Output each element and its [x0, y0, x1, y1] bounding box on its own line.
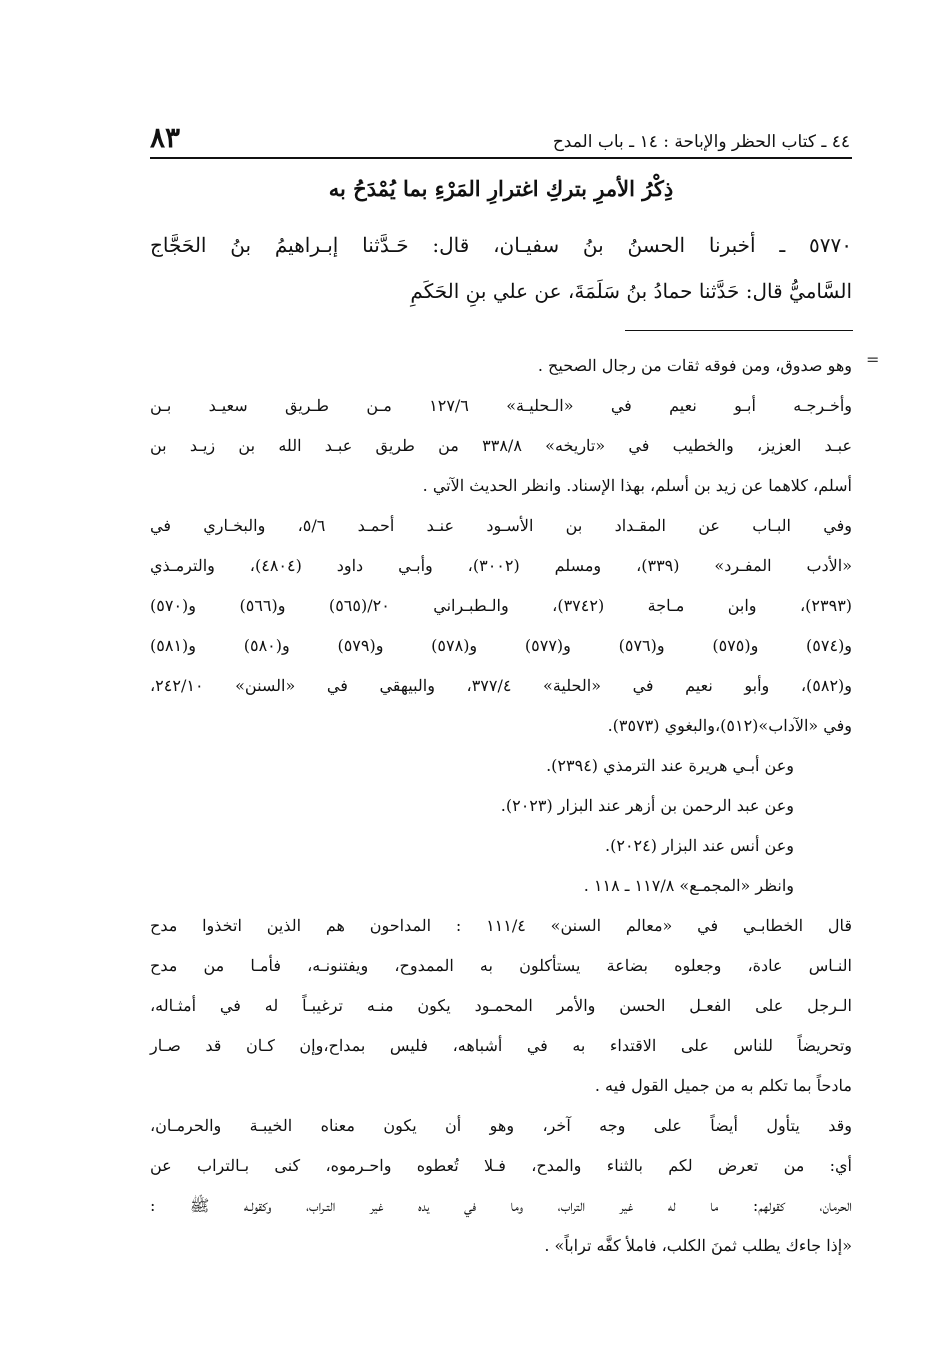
footnotes [150, 346, 852, 1266]
footnote-line: النـاس عادة، وجعلوه بضاعة يستأكلون به الممدوح، ويفتنونـه، فأمـا من مدح [150, 956, 852, 975]
page-header [150, 108, 850, 152]
footnote-line: وعن عبد الرحمن بن أزهر عند البزار (٢٠٢٣). [500, 796, 794, 815]
page-number: ٨٣ [150, 121, 181, 154]
hadith-text [150, 222, 852, 314]
footnote-line: و(٥٧٤) و(٥٧٥) و(٥٧٦) و(٥٧٧) و(٥٧٨) و(٥٧٩) و(٥٨٠) و(٥٨١) [150, 636, 853, 655]
footnote-line: وفي «الآداب»(٥١٢)،والبغوي (٣٥٧٣). [607, 716, 852, 735]
footnote-line: وعن أبـي هريرة عند الترمذي (٢٣٩٤). [546, 756, 794, 775]
footnote-separator [625, 330, 853, 331]
footnote-line: (٢٣٩٣)، وابن مـاجة (٣٧٤٢)، والـطبـراني ٢٠/(٥٦٥) و(٥٦٦) و(٥٧٠) [150, 596, 853, 615]
footnote-line: عبـد العزيز، والخطيب في «تاريخه» ٣٣٨/٨ من طريق عبـد الله بن زيـد بن [150, 436, 853, 455]
footnote-line: وأخـرجـه أبـو نعيم في «الـحليـة» ١٢٧/٦ مـن طـريق سعيـد بـن [150, 396, 853, 415]
footnote-line: أسلم، كلاهما عن زيد بن أسلم، بهذا الإسناد. وانظر الحديث الآتي . [422, 476, 852, 495]
footnote-line: الحرمان، كقولهم: ما له غير التراب، وما في يده غير التـراب، وكقولـه ﷺ : [150, 1196, 852, 1215]
footnote-line: وهو صدوق، ومن فوقه ثقات من رجال الصحيح . [537, 356, 852, 375]
footnote-line: وتحريضاً للناس على الاقتداء به في أشباهه، فليس بمداح،وإن كـان قد صـار [150, 1036, 852, 1055]
footnote-line: «الأدب المفـرد» (٣٣٩)، ومسلم (٣٠٠٢)، وأبـي داود (٤٨٠٤)، والترمـذي [150, 556, 852, 575]
footnote-line: الـرجل على الفعـل الحسن والأمر المحمـود يكون منـه ترغيبـاً له في أمثـاله، [150, 996, 852, 1015]
hadith-line: ٥٧٧٠ ـ أخبرنا الحسنُ بنُ سفيـان، قال: حَـدَّثنا إبـراهيمُ بنُ الحَجَّاج [150, 233, 852, 257]
hadith-line: السَّاميُّ قال: حَدَّثنا حمادُ بنُ سَلَمَةَ، عن علي بنِ الحَكَمِ [410, 279, 852, 303]
footnote-line: و(٥٨٢)، وأبو نعيم في «الحلية» ٣٧٧/٤، والبيهقي في «السنن» ٢٤٢/١٠، [150, 676, 852, 695]
footnote-line: مادحاً بما تكلم به من جميل القول فيه . [594, 1076, 852, 1095]
running-title: ٤٤ ـ كتاب الحظر والإباحة : ١٤ ـ باب المدح [552, 132, 850, 152]
footnote-line: «إذا جاءك يطلب ثمنَ الكلب، فاملأ كفَّه تراباً» . [544, 1236, 852, 1255]
footnote-line: وفي البـاب عن المقـداد بن الأسـود عنـد أحمـد ٥/٦، والبخـاري في [150, 516, 852, 535]
chapter-heading: ذِكْرُ الأمرِ بتركِ اغترارِ المَرْءِ بما يُمْدَحُ به [328, 176, 674, 201]
footnote-line: وانظر «المجمـع» ١١٧/٨ ـ ١١٨ . [583, 876, 794, 895]
footnote-line: وقد يتأول أيضاً على وجه آخر، وهو أن يكون معناه الخيبـة والحرمـان، [150, 1116, 852, 1135]
footnote-line: أي: من تعرض لكم بالثناء والمدح، فـلا تُعطوه واحـرموه، كنى بـالتراب عن [150, 1156, 852, 1175]
footnote-line: قال الخطابـي في «معالم السنن» ١١١/٤ : المداحون هم الذين اتخذوا مدح [150, 916, 852, 935]
continuation-mark: = [866, 350, 880, 369]
header-rule [150, 157, 852, 159]
footnote-line: وعن أنس عند البزار (٢٠٢٤). [605, 836, 794, 855]
